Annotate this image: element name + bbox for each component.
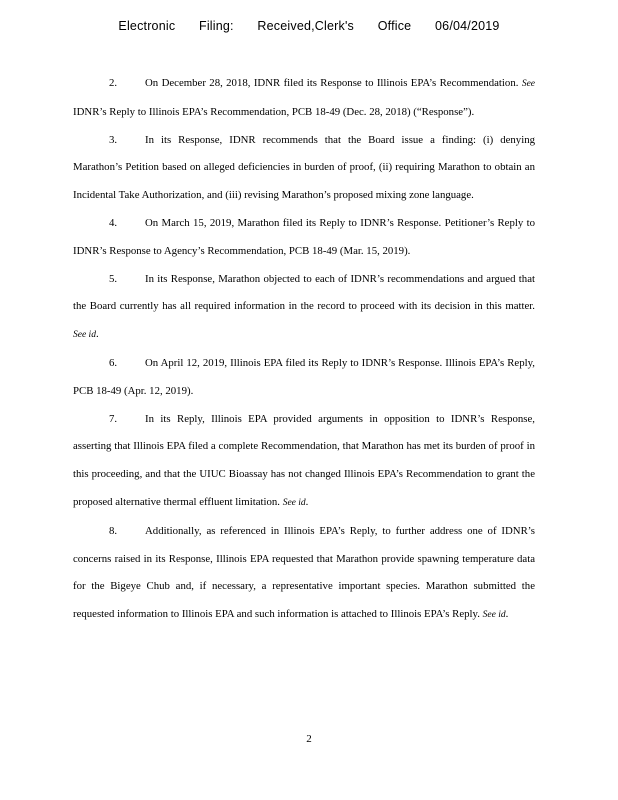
paragraph-text-cont: . [95, 328, 99, 341]
header-office: Office [377, 19, 412, 33]
paragraph-number: 4. [109, 216, 118, 229]
document-body [73, 70, 535, 630]
citation-signal: See id [482, 610, 506, 621]
citation-signal: See id [73, 330, 96, 341]
paragraph-number: 7. [109, 412, 118, 425]
paragraph-2 [73, 70, 535, 127]
paragraph-8 [73, 518, 535, 630]
header-date: 06/04/2019 [435, 19, 500, 33]
paragraph-6 [73, 350, 535, 406]
filing-header [0, 19, 618, 33]
paragraph-text: On December 28, 2018, IDNR filed its Response to Illinois EPA’s Recommendation. [145, 77, 522, 89]
paragraph-text: In its Response, Marathon objected to each of IDNR’s recommendations and argued that the Board currently has all required information in the record to proceed with its decision in this matter. [73, 272, 535, 313]
paragraph-text-cont: . [305, 495, 309, 508]
paragraph-number: 5. [109, 272, 118, 285]
paragraph-5 [73, 266, 535, 350]
page-number: 2 [306, 733, 312, 745]
header-filing: Filing: [198, 19, 234, 33]
paragraph-3 [73, 127, 535, 210]
paragraph-text: On March 15, 2019, Marathon filed its Reply to IDNR’s Response. Petitioner’s Reply to IDNR’s Response to Agency’s Recommendation, PCB 18-49 (Mar. 15, 2019). [73, 216, 535, 257]
paragraph-text: In its Reply, Illinois EPA provided arguments in opposition to IDNR’s Response, asserting that Illinois EPA filed a complete Recommendation, that Marathon has met its burden of proof in this proceeding, and that the UIUC Bioassay has not changed Illinois EPA’s Recommendation to grant the proposed alternative thermal effluent limitation. [73, 412, 535, 508]
paragraph-number: 6. [109, 356, 118, 369]
paragraph-text-cont: . [505, 608, 509, 621]
paragraph-text: In its Response, IDNR recommends that the Board issue a finding: (i) denying Marathon’s Petition based on alleged deficiencies in burden of proof, (ii) requiring Marathon to obtain an Incidental Take Authorization, and (iii) revising Marathon’s proposed mixing zone language. [73, 133, 535, 202]
citation-signal: See [521, 79, 535, 89]
citation-signal: See id [282, 497, 306, 508]
paragraph-7 [73, 406, 535, 518]
paragraph-number: 3. [109, 133, 118, 146]
paragraph-number: 8. [109, 524, 118, 537]
paragraph-text: On April 12, 2019, Illinois EPA filed its Reply to IDNR’s Response. Illinois EPA’s Reply, PCB 18-49 (Apr. 12, 2019). [73, 356, 535, 397]
paragraph-number: 2. [109, 77, 118, 89]
paragraph-4 [73, 210, 535, 266]
header-received-clerks: Received,Clerk's [257, 19, 355, 33]
paragraph-text: Additionally, as referenced in Illinois EPA’s Reply, to further address one of IDNR’s concerns raised in its Response, Illinois EPA requested that Marathon provide spawning temperature data for the Bigeye Chub and, if necessary, a representative important species. Marathon submitted the requested information to Illinois EPA and such information is attached to Illinois EPA’s Reply. [73, 524, 535, 621]
paragraph-text-cont: IDNR’s Reply to Illinois EPA’s Recommendation, PCB 18-49 (Dec. 28, 2018) (“Response”). [73, 105, 475, 118]
header-electronic: Electronic [118, 19, 176, 33]
